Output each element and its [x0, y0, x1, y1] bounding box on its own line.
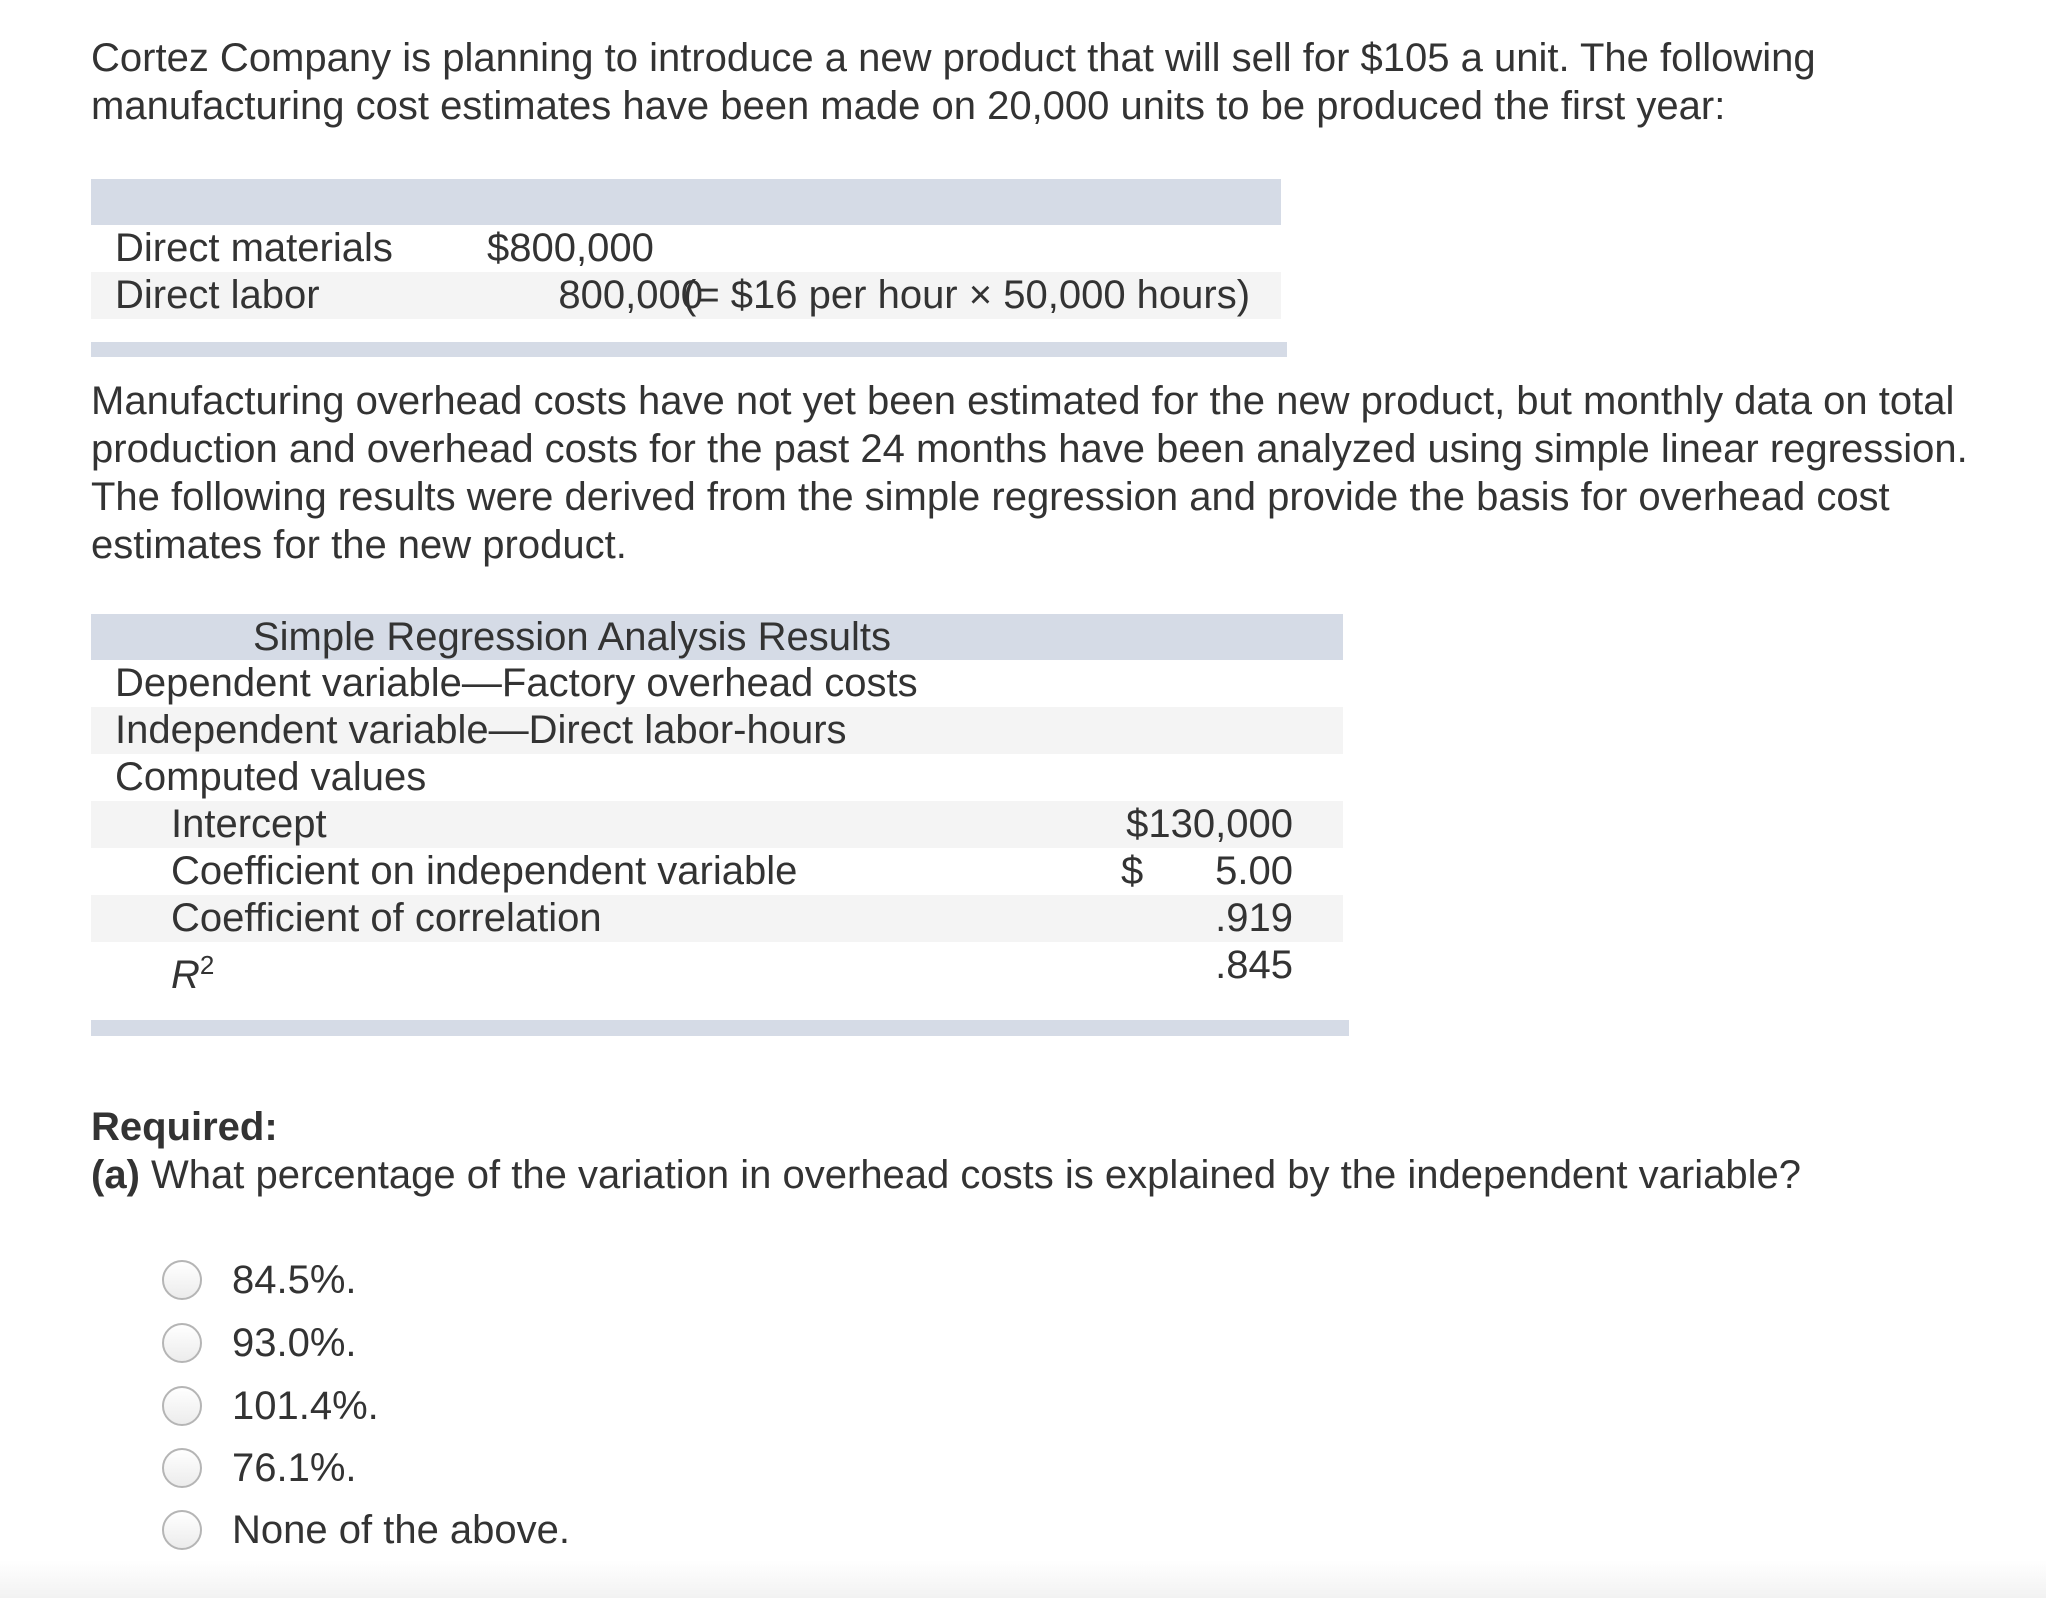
overhead-paragraph: Manufacturing overhead costs have not yet been estimated for the new product, but monthly data on total production and overhead costs for the past 24 months have been analyzed using simple linear regression. The following results were derived from the simple regression and provide the basis for overhead cost estimates for the new product. [91, 379, 1968, 567]
radio-button[interactable] [162, 1448, 202, 1488]
cost-label: Direct labor [115, 273, 320, 317]
regression-row-computed [91, 754, 1343, 801]
radio-button[interactable] [162, 1323, 202, 1363]
cost-amount: $800,000 [487, 226, 654, 270]
question-part-label: (a) [91, 1153, 140, 1197]
radio-button[interactable] [162, 1510, 202, 1550]
cost-row-direct-materials [91, 225, 1281, 272]
regression-label: Computed values [115, 755, 427, 799]
answer-choice-label[interactable]: 76.1%. [232, 1446, 357, 1490]
superscript-two: 2 [199, 950, 215, 980]
r-symbol: R [171, 953, 200, 997]
cost-table-header-band [91, 179, 1281, 225]
answer-choice-label[interactable]: 101.4%. [232, 1384, 379, 1428]
cost-label: Direct materials [115, 226, 393, 270]
answer-choice-label[interactable]: None of the above. [232, 1508, 571, 1552]
regression-row-intercept [91, 801, 1343, 848]
regression-row-correlation [91, 895, 1343, 942]
cost-row-direct-labor [91, 272, 1281, 319]
regression-value: .919 [1215, 896, 1293, 940]
cost-table-footer-band [91, 342, 1287, 357]
intro-paragraph: Cortez Company is planning to introduce a new product that will sell for $105 a unit. The following manufacturing cost estimates have been made on 20,000 units to be produced the first year: [91, 36, 1816, 128]
regression-value: .845 [1215, 943, 1293, 987]
regression-row-coefficient [91, 848, 1343, 895]
answer-choice-label[interactable]: 84.5%. [232, 1258, 357, 1302]
regression-value: $130,000 [1126, 802, 1293, 846]
regression-row-dependent [91, 660, 1343, 707]
regression-dollar-sign: $ [1121, 849, 1144, 893]
regression-value: 5.00 [1215, 849, 1293, 893]
radio-button[interactable] [162, 1386, 202, 1426]
regression-table-header [91, 614, 1343, 660]
required-heading: Required: [91, 1105, 278, 1149]
cost-amount: 800,000 [558, 273, 703, 317]
answer-choice-label[interactable]: 93.0%. [232, 1321, 357, 1365]
regression-table-footer-band [91, 1020, 1349, 1036]
regression-label-r-squared [171, 942, 214, 999]
radio-button[interactable] [162, 1260, 202, 1300]
regression-table-title: Simple Regression Analysis Results [252, 615, 892, 659]
regression-label: Intercept [171, 802, 327, 846]
bottom-fade [0, 1560, 2046, 1598]
regression-label: Dependent variable—Factory overhead costs [115, 661, 918, 705]
regression-label: Coefficient on independent variable [171, 849, 798, 893]
regression-row-independent [91, 707, 1343, 754]
regression-label: Independent variable—Direct labor-hours [115, 708, 847, 752]
regression-row-r-squared [91, 942, 1343, 997]
regression-label: Coefficient of correlation [171, 896, 602, 940]
question-text [91, 1151, 1991, 1199]
question-body: What percentage of the variation in overhead costs is explained by the independent variable? [151, 1153, 1801, 1197]
cost-note: (= $16 per hour × 50,000 hours) [683, 273, 1251, 317]
